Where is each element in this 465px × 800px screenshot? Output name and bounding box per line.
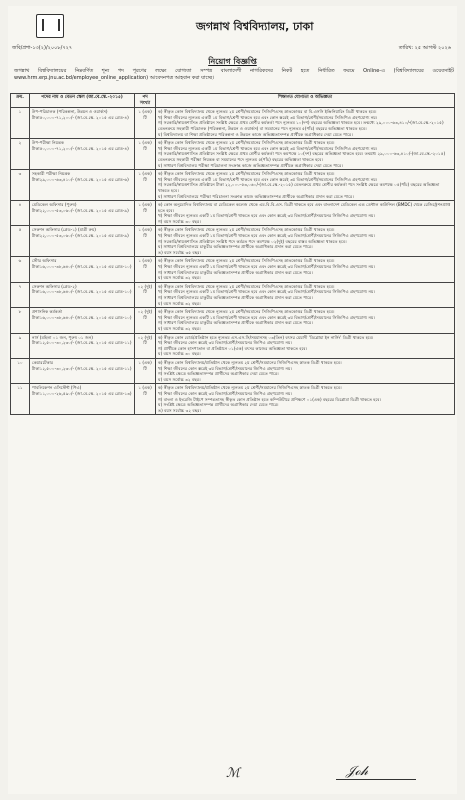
qualification-item: ক) স্বীকৃত কোন বিশ্ববিদ্যালয়/প্রতিষ্ঠান থেকে ন্যূনতম ২য় শ্রেণী/সমমানের সিজিপিএসহ স্নাতক ডিগ্রী থাকতে হবে।	[158, 359, 342, 365]
row-serial: ২	[11, 139, 30, 170]
table-header-row	[11, 94, 455, 108]
row-serial: ৫	[11, 226, 30, 257]
row-post-count: ০২ (দুই) টি	[135, 282, 156, 307]
post-name: পাবলিকেশন এসিস্টেন্ট (পিএ)	[32, 385, 82, 391]
row-post-count: ১ (এক) টি	[135, 201, 156, 226]
row-post-count: ১ (এক) টি	[135, 358, 156, 383]
post-name: মেডিকেল অফিসার (পুরুষ)	[32, 202, 77, 208]
pay-scale: টাকা২২,০০০-৫৩,০৬০/- (জা.বে.স্কে. ২০১৫ এর গ্রেড-৯)	[32, 233, 129, 239]
row-serial: ১১	[11, 384, 30, 415]
row-qualifications	[156, 358, 455, 383]
table-row	[11, 308, 455, 333]
qualification-item: গ) বাংলা ও ইংরেজি টাইপে সম্পন্নতাসহ স্বীকৃত কোন প্রতিষ্ঠান হতে কম্পিউটারে প্রশিক্ষণে ০১(এক) বছরের ডিপ্লোমা ডিগ্রী থাকতে হবে।	[158, 396, 382, 402]
row-post	[30, 257, 135, 282]
qualification-item: ঘ) বয়স সর্বোচ্চ ৩০ বছর।	[158, 351, 201, 357]
post-name: প্রশাসনিক কর্মকর্তা	[32, 309, 63, 315]
row-serial: ৪	[11, 201, 30, 226]
qualification-item: ক) স্বীকৃত কোন বোর্ড/প্রতিষ্ঠান হতে ন্যূনতম এস.এস.সি/সমমানসহ ০৩(তিন) বৎসর মেয়াদী 'ডিপ্লোমা ইন নার্সিং' ডিগ্রী থাকতে হবে।	[158, 334, 374, 340]
qualification-item: খ) শিক্ষা জীবনে ন্যূনতম একটি ১ম বিভাগ/শ্রেণী থাকতে হবে এবং কোন স্তরেই ৩য় বিভাগ/শ্রেণী/সমমানের সিজিপিএ গ্রহণযোগ্য নয়।	[158, 213, 375, 219]
row-post	[30, 308, 135, 333]
table-row	[11, 384, 455, 415]
post-name: কেয়ারটেকার	[32, 359, 54, 365]
row-qualifications	[156, 257, 455, 282]
qualification-item: খ) শিক্ষা জীবনের কোন স্তরেই ৩য় বিভাগ/শ্রেণী/সমমানের জিপিএ গ্রহণযোগ্য নয়।	[158, 365, 292, 371]
row-serial: ৬	[11, 257, 30, 282]
row-serial: ১	[11, 108, 30, 139]
row-qualifications	[156, 201, 455, 226]
qualification-item: ক) স্বীকৃত কোন বিশ্ববিদ্যালয়/প্রতিষ্ঠান থেকে ন্যূনতম ২য় শ্রেণী/সমমানের সিজিপিএসহ স্নাতক ডিগ্রী থাকতে হবে।	[158, 385, 342, 391]
qualification-item: ক) স্বীকৃত কোন বিশ্ববিদ্যালয় থেকে ন্যূনতম ২য় শ্রেণী/সমমানের সিজিপিএসহ স্নাতকোত্তর ডিগ্রী থাকতে হবে।	[158, 283, 335, 289]
intro-paragraph: জগন্নাথ বিশ্ববিদ্যালয়ের নিম্নবর্ণিত শূন্য পদ পূরণের লক্ষ্যে যোগ্যতা সম্পন্ন বাংলাদেশী নাগরিকদের নিকট হতে নির্ধারিত ফরমে Online-এ (বিশ্ববিদ্যালয়ের ওয়েবসাইট www.hrm.erp.jnu.ac.bd/employee_online_application) আবেদনপত্র আহবান করা যাচ্ছে।	[14, 68, 454, 81]
qualification-item: ক) স্বীকৃত কোন বিশ্ববিদ্যালয় থেকে ন্যূনতম ২য় শ্রেণী/সমমানের সিজিপিএসহ স্নাতকোত্তর ডিগ্রী থাকতে হবে।	[158, 140, 335, 146]
post-name: সহকারী পরীক্ষা নিয়ন্ত্রক	[32, 171, 71, 177]
pay-scale: টাকা১১,০০০-২৬,৫৯০/- (জা.বে.স্কে. ২০১৫ এর গ্রেড-১৩)	[32, 390, 132, 396]
row-qualifications	[156, 226, 455, 257]
row-post	[30, 201, 135, 226]
row-serial: ৯	[11, 333, 30, 358]
qualification-item: খ) শিক্ষা জীবনের ন্যূনতম একটি ১ম বিভাগ/শ্রেণী থাকতে হবে এবং কোন স্তরেই ৩য় বিভাগ/শ্রেণী/সমমানের সিজিপিএ গ্রহণযোগ্য নয়।	[158, 145, 378, 151]
qualification-item: ঘ) বয়স সর্বোচ্চ ৩২ বছর।	[158, 325, 201, 331]
header-count: পদ সংখ্যা	[135, 94, 156, 108]
signature-right: 𝒥ℴ𝒽	[346, 764, 368, 779]
row-qualifications	[156, 108, 455, 139]
qualification-item: খ) শিক্ষা জীবনে ন্যূনতম একটি ১ম বিভাগ/শ্রেণী থাকতে হবে এবং কোন স্তরেই ৩য় বিভাগ/শ্রেণী/সমমানের সিজিপিএ গ্রহণযোগ্য নয়।	[158, 233, 375, 239]
qualification-item: গ) সরকারি/স্বায়ত্তশাসিত প্রতিষ্ঠানে টাকা ২২,০০০-৫৩,০৬০/-(জা.বে.স্কে.-২০১৫) বেতনক্রমে প্রথম শ্রেণীর কর্মকর্তা পদে সংশ্লিষ্ট ক্ষেত্রে কমপক্ষে ০৫(পাঁচ) বছরের অভিজ্ঞতা থাকতে হবে।	[158, 182, 440, 193]
qualification-item: ক) স্বীকৃত কোন বিশ্ববিদ্যালয় থেকে ন্যূনতম ২য় শ্রেণী/সমমানের সিজিপিএসহ স্নাতকোত্তর ডিগ্রী থাকতে হবে।	[158, 309, 335, 315]
pay-scale: টাকা৫০,০০০-৭১,২০০/- (জা.বে.স্কে. ২০১৫ এর গ্রেড-৪)	[32, 114, 129, 120]
header-serial: ক্রম.	[11, 94, 30, 108]
table-row	[11, 226, 455, 257]
pay-scale: টাকা২৯,০০০-৬৩,৪১০/- (জা.বে.স্কে. ২০১৫ এর গ্রেড-৬)	[32, 176, 129, 182]
pay-scale: টাকা২২,০০০-৫৩,০৬০/- (জা.বে.স্কে. ২০১৫ এর গ্রেড-৯)	[32, 207, 129, 213]
pay-scale: টাকা১৬,০০০-৩৮,৬৪০/- (জা.বে.স্কে. ২০১৫ এর গ্রেড-১০)	[32, 314, 132, 320]
pay-scale: টাকা১৬,০০০-৩৮,৬৪০/- (জা.বে.স্কে. ২০১৫ এর গ্রেড-১০)	[32, 289, 132, 295]
row-post	[30, 108, 135, 139]
header-qualification: শিক্ষাগত যোগ্যতা ও অভিজ্ঞতা	[156, 94, 455, 108]
row-post-count: ১ (এক) টি	[135, 384, 156, 415]
qualification-item: ক) স্বীকৃত কোন বিশ্ববিদ্যালয় থেকে ন্যূনতম ২য় শ্রেণী/সমমানের সিজিপিএসহ স্নাতকোত্তর ডিগ্রী থাকতে হবে।	[158, 171, 335, 177]
qualification-item: ঘ) বিশ্ববিদ্যালয় বা শিক্ষা প্রতিষ্ঠানের পরিকল্পনা ও উন্নয়ন কাজে অভিজ্ঞতাসম্পন্ন প্রার্থীকে অগ্রাধিকার দেয়া যেতে পারে।	[158, 131, 353, 137]
signature-left: ℳ	[226, 766, 240, 781]
row-qualifications	[156, 170, 455, 201]
table-row	[11, 108, 455, 139]
qualification-item: ক) কোন অনুমোদিত বিশ্ববিদ্যালয় বা মেডিকেল কলেজ থেকে এম.বি.বি.এস. ডিগ্রী থাকতে হবে এবং বাংলাদেশ মেডিকেল এন্ড ডেন্টাল কাউন্সিল (BMDC) থেকে রেজিস্ট্রেশনপ্রাপ্ত হতে হবে।	[158, 202, 451, 213]
qualification-item: ঘ) সাধারণ বিশ্ববিদ্যালয়ে চাকুরীর অভিজ্ঞতাসম্পন্ন প্রার্থীকে অগ্রাধিকার প্রদান করা যেতে পারে।	[158, 244, 313, 250]
row-qualifications	[156, 333, 455, 358]
row-post	[30, 384, 135, 415]
university-logo-icon	[36, 14, 64, 38]
row-post	[30, 226, 135, 257]
table-row	[11, 170, 455, 201]
qualification-item: গ) সরকারি/স্বায়ত্তশাসিত প্রতিষ্ঠানে সংশ্লিষ্ট ক্ষেত্রে প্রথম শ্রেণীর কর্মকর্তা পদে কমপক্ষে ১০(দশ) বছরের অভিজ্ঞতা থাকতে হবে। তন্মধ্যে ২৯,০০০-৬৩,৪১০/-(জা.বে.স্কে.-২০১৫) বেতনক্রমে সহকারী পরীক্ষা নিয়ন্ত্রক বা সমমানের পদে ন্যূনতম ৫(পাঁচ) বছরের অভিজ্ঞতা থাকতে হবে।	[158, 151, 446, 162]
row-post-count: ১ (এক) টি	[135, 170, 156, 201]
row-post-count: ১ (এক) টি	[135, 226, 156, 257]
vacancy-table	[10, 93, 455, 415]
table-row	[11, 282, 455, 307]
notice-page	[8, 6, 457, 794]
pay-scale: টাকা১৬,০০০-৩৮,৬৪০/- (জা.বে.স্কে. ২০১৫ এর গ্রেড-১০)	[32, 264, 132, 270]
row-post	[30, 282, 135, 307]
row-qualifications	[156, 308, 455, 333]
row-qualifications	[156, 282, 455, 307]
qualification-item: গ) সাধারণ বিশ্ববিদ্যালয়ে চাকুরীর অভিজ্ঞতাসম্পন্ন প্রার্থীকে অগ্রাধিকার প্রদান করা যেতে পারে।	[158, 320, 313, 326]
qualification-item: গ) সরকারি/স্বায়ত্তশাসিত প্রতিষ্ঠানে সংশ্লিষ্ট ক্ষেত্রে প্রথম শ্রেণীর কর্মকর্তা পদে ন্যূনতম ১০(দশ) বছরের অভিজ্ঞতা থাকতে হবে। তন্মধ্যে ২৯,০০০-৬৩,৪১০/-(জা.বে.স্কে.-২০১৫) বেতনক্রমে সহকারী পরিচালক (পরিকল্পনা, উন্নয়ন ও ওয়ার্কস) বা সমমানের পদে ন্যূনতম ৫(পাঁচ) বছরের অভিজ্ঞতা থাকতে হবে।	[158, 120, 444, 131]
post-name: উপ-পরীক্ষা নিয়ন্ত্রক	[32, 140, 64, 146]
memo-number: জবি/প্রশা-১৩(২)/২০০৮/৭২৭	[12, 45, 73, 51]
post-name: সেকশন অফিসার (গ্রেড-২)	[32, 283, 77, 289]
qualification-item: ঙ) বয়স সর্বোচ্চ ৩৫ বছর।	[158, 249, 202, 255]
qualification-item: গ) সরকারি/স্বায়ত্তশাসিত প্রতিষ্ঠানে সংশ্লিষ্ট পদে কর্মরত পদে কমপক্ষে ০২(দুই) বছরের বাস্তব অভিজ্ঞতা থাকতে হবে।	[158, 238, 347, 244]
row-post-count: ০২ (দুই) টি	[135, 308, 156, 333]
qualification-item: ক) স্বীকৃত কোন বিশ্ববিদ্যালয় থেকে ন্যূনতম ২য় শ্রেণী/সমমানের সিজিপিএসহ স্নাতকোত্তর ডিগ্রী থাকতে হবে।	[158, 227, 335, 233]
qualification-item: ক) স্বীকৃত কোন বিশ্ববিদ্যালয় থেকে ন্যূনতম ২য় শ্রেণী/সমমানের সিজিপিএসহ স্নাতকোত্তর ডিগ্রী থাকতে হবে।	[158, 258, 335, 264]
qualification-item: ঙ) বয়স সর্বোচ্চ ৩২ বছর।	[158, 407, 202, 413]
post-name: সেকশন অফিসার (গ্রেড-১) (মাত্রী রুম)	[32, 227, 96, 233]
qualification-item: খ) শিক্ষা জীবনে ন্যূনতম একটি ১ম বিভাগ/শ্রেণী থাকতে হবে এবং কোন স্তরেই ৩য় বিভাগ/শ্রেণী/সমমানের সিজিপিএ গ্রহণযোগ্য নয়।	[158, 314, 375, 320]
row-post	[30, 139, 135, 170]
table-row	[11, 257, 455, 282]
notice-title: নিয়োগ বিজ্ঞপ্তি	[208, 57, 257, 66]
pay-scale: টাকা১২,৫০০-৩০,২৩০/- (জা.বে.স্কে. ২০১৫ এর গ্রেড-১১)	[32, 365, 132, 371]
qualification-item: গ) প্রার্থীকে কোন হাসপাতাল বা প্রতিষ্ঠানে ০১(এক) বৎসর কাজের অভিজ্ঞতা থাকতে হবে।	[158, 345, 308, 351]
row-serial: ৮	[11, 308, 30, 333]
letterhead	[8, 6, 457, 54]
table-row	[11, 333, 455, 358]
notice-date: তারিখ: ২৫ আগস্ট ২০২৬	[398, 45, 451, 51]
row-post	[30, 358, 135, 383]
header-post: পদের নাম ও বেতন স্কেল (জা.বে.স্কে.-২০১৫)	[30, 94, 135, 108]
post-name: স্টোর অফিসার	[32, 258, 57, 264]
row-post	[30, 333, 135, 358]
qualification-item: ঘ) বয়স সর্বোচ্চ ৩২ বছর।	[158, 376, 201, 382]
qualification-item: গ) সংশ্লিষ্ট ক্ষেত্রে অভিজ্ঞতাসম্পন্ন প্রার্থীদের অগ্রাধিকার দেয়া যেতে পারে।	[158, 371, 279, 377]
qualification-item: ঘ) বয়স সর্বোচ্চ ৩২ বছর।	[158, 275, 201, 281]
row-serial: ৭	[11, 282, 30, 307]
qualification-item: ক) স্বীকৃত কোন বিশ্ববিদ্যালয় থেকে ন্যূনতম ২য় শ্রেণী/সমমানের সিজিপিএসহ স্নাতকোত্তর বা বি.এসসি ইঞ্জিনিয়ারিং ডিগ্রী থাকতে হবে।	[158, 109, 377, 115]
qualification-item: খ) শিক্ষা জীবনে ন্যূনতম একটি ১ম বিভাগ/শ্রেণী থাকতে হবে এবং কোন স্তরেই ৩য় বিভাগ/শ্রেণী/সমমানের সিজিপিএ গ্রহণযোগ্য নয়।	[158, 289, 375, 295]
pay-scale: টাকা৫০,০০০-৭১,২০০/- (জা.বে.স্কে. ২০১৫ এর গ্রেড-৪)	[32, 145, 129, 151]
row-post-count: ১ (এক) টি	[135, 108, 156, 139]
qualification-item: খ) শিক্ষা জীবনের ন্যূনতম একটি ১ম বিভাগ/শ্রেণী থাকতে হবে এবং কোন স্তরেই ৩য় বিভাগ/শ্রেণী/সমমানের সিজিপিএ গ্রহণযোগ্য নয়।	[158, 176, 378, 182]
pay-scale: টাকা১২,৫০০-৩০,২৩০/- (জা.বে.স্কে. ২০১৫ এর গ্রেড-১১)	[32, 340, 132, 346]
qualification-item: গ) সাধারণ বিশ্ববিদ্যালয়ে চাকুরীর অভিজ্ঞতাসম্পন্ন প্রার্থীকে অগ্রাধিকার প্রদান করা যেতে পারে।	[158, 295, 313, 300]
signature-line	[336, 779, 416, 780]
qualification-item: খ) শিক্ষা জীবনের কোন স্তরেই ৩য় বিভাগ/শ্রেণী/সমমানের জিপিএ গ্রহণযোগ্য নয়।	[158, 340, 292, 346]
row-qualifications	[156, 384, 455, 415]
qualification-item: গ) সাধারণ বিশ্ববিদ্যালয়ে চাকুরীর অভিজ্ঞতাসম্পন্ন প্রার্থীকে অগ্রাধিকার প্রদান করা যেতে পারে।	[158, 269, 313, 275]
row-serial: ১০	[11, 358, 30, 383]
qualification-item: ঘ) সাধারণ বিশ্ববিদ্যালয়ে পরীক্ষা পরিচালনা সংক্রান্ত কাজে অভিজ্ঞতাসম্পন্ন প্রার্থীকে অগ্রাধিকার প্রদান করা যেতে পারে।	[158, 193, 354, 199]
row-qualifications	[156, 139, 455, 170]
qualification-item: গ) বয়স সর্বোচ্চ ৩০ বছর।	[158, 218, 201, 224]
row-post-count: ১ (এক) টি	[135, 139, 156, 170]
table-row	[11, 358, 455, 383]
university-name: জগন্নাথ বিশ্ববিদ্যালয়, ঢাকা	[196, 20, 314, 33]
qualification-item: খ) শিক্ষা জীবনের ন্যূনতম একটি ১ম বিভাগ/শ্রেণী থাকতে হবে এবং কোন স্তরেই ৩য় বিভাগ/শ্রেণী/সমমানের সিজিপিএ গ্রহণযোগ্য নয়।	[158, 114, 378, 120]
qualification-item: ঘ) সাধারণ বিশ্ববিদ্যালয় পরীক্ষা পরিচালনা সংক্রান্ত কাজে অভিজ্ঞতাসম্পন্ন প্রার্থীকে অগ্রাধিকার দেয়া যেতে পারে।	[158, 162, 343, 168]
qualification-item: খ) শিক্ষা জীবনের কোন স্তরেই ৩য় বিভাগ/শ্রেণী/সমমানের জিপিএ গ্রহণযোগ্য নয়।	[158, 390, 292, 396]
table-row	[11, 139, 455, 170]
row-post-count: ০২ (দুই) টি	[135, 333, 156, 358]
post-name: উপ-পরিচালক (পরিকল্পনা, উন্নয়ন ও ওয়ার্কস)	[32, 109, 108, 115]
qualification-item: ঘ) সংশ্লিষ্ট ক্ষেত্রে অভিজ্ঞতাসম্পন্ন প্রার্থীদের অগ্রাধিকার দেয়া যেতে পারে।	[158, 402, 279, 408]
row-post-count: ১ (এক) টি	[135, 257, 156, 282]
qualification-item: ঘ) বয়স সর্বোচ্চ ৩২ বছর।	[158, 300, 201, 306]
row-serial: ৩	[11, 170, 30, 201]
table-row	[11, 201, 455, 226]
post-name: নার্স (মহিলা ০১ জন, পুরুষ ০১ জন)	[32, 334, 93, 340]
row-post	[30, 170, 135, 201]
qualification-item: খ) শিক্ষা জীবনে ন্যূনতম একটি ১ম বিভাগ/শ্রেণী থাকতে হবে এবং কোন স্তরেই ৩য় বিভাগ/শ্রেণী/সমমানের সিজিপিএ গ্রহণযোগ্য নয়।	[158, 264, 375, 270]
